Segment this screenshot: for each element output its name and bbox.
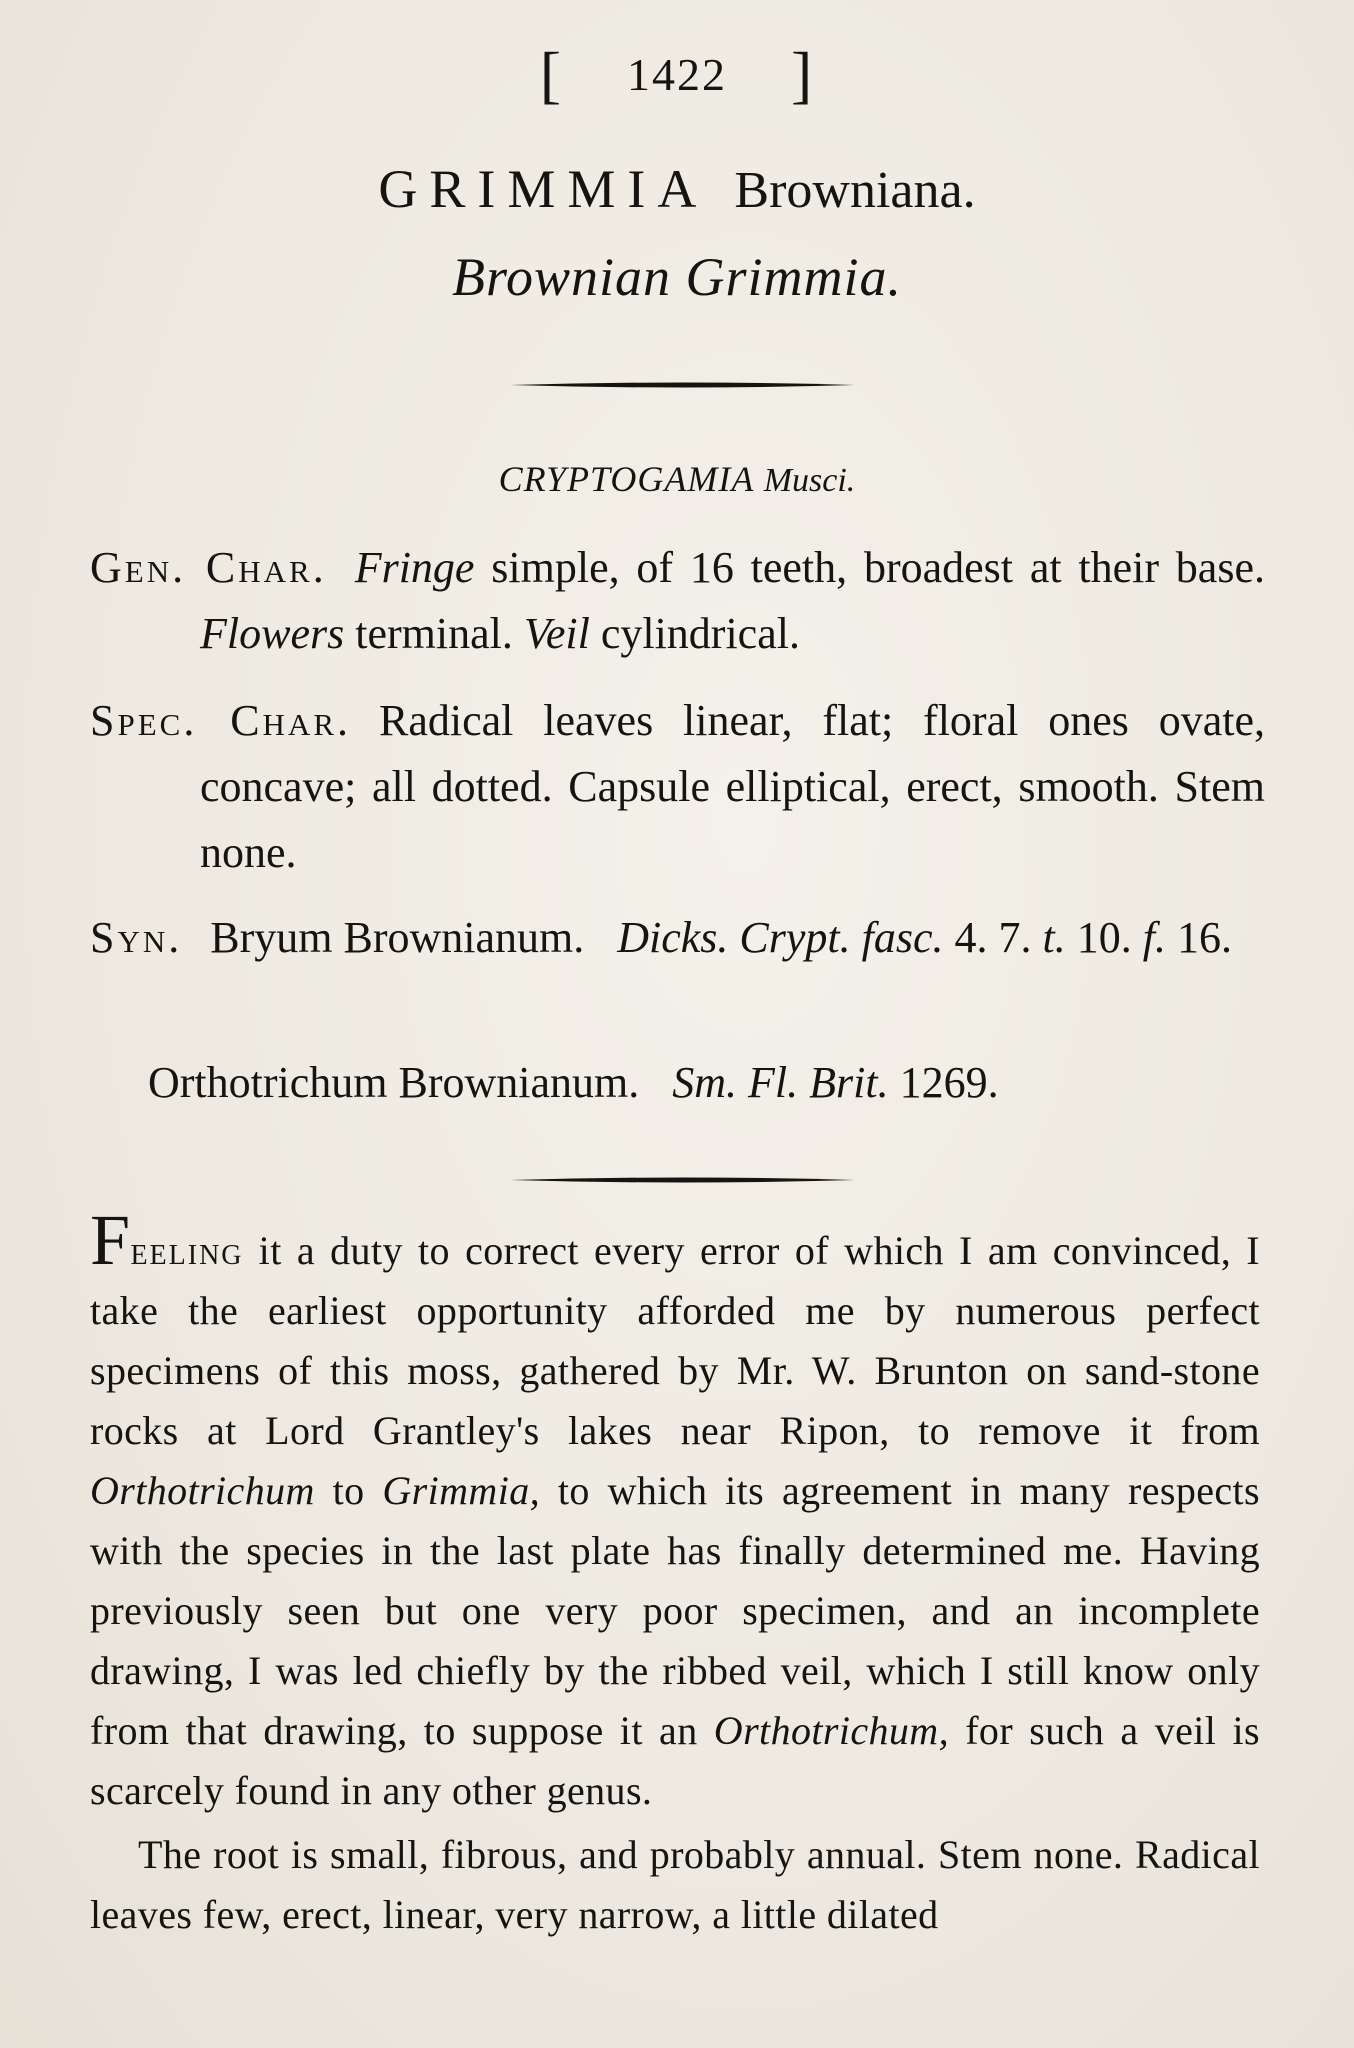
specific-character bbox=[90, 688, 1265, 886]
syn-ref-1: Dicks. Crypt. fasc. bbox=[617, 913, 944, 962]
spec-char-text: Radical leaves linear, flat; floral ones ovate, concave; all dotted. Capsule elliptical, erect, smooth. Stem none. bbox=[200, 696, 1266, 877]
synonyms bbox=[90, 905, 1265, 971]
syn-ref-1-f: f. bbox=[1142, 913, 1166, 962]
species-title bbox=[0, 158, 1354, 220]
syn-ref-1-fnum: 16. bbox=[1166, 913, 1232, 962]
spec-char-label: Spec. Char. bbox=[90, 696, 351, 745]
drop-cap: F bbox=[90, 1200, 131, 1280]
classification bbox=[0, 458, 1354, 500]
lead-word: eeling bbox=[130, 1228, 244, 1273]
bracket-open: [ bbox=[539, 39, 563, 110]
species-name: Browniana. bbox=[734, 162, 976, 219]
genus-name: GRIMMIA bbox=[378, 159, 709, 219]
syn-ref-1-tnum: 10. bbox=[1065, 913, 1143, 962]
bracket-close: ] bbox=[791, 39, 815, 110]
gen-char-term-3: Veil bbox=[523, 609, 590, 658]
paragraph-1-italic-2: Grimmia, bbox=[382, 1468, 541, 1513]
synonym-2 bbox=[148, 1050, 999, 1116]
syn-label: Syn. bbox=[90, 913, 183, 962]
classification-class: CRYPTOGAMIA bbox=[498, 459, 754, 499]
page-number-value: 1422 bbox=[627, 49, 727, 100]
syn-name-2: Orthotrichum Brownianum. bbox=[148, 1058, 640, 1107]
description-text bbox=[90, 1200, 1261, 1945]
gen-char-text-3: cylindrical. bbox=[589, 609, 800, 658]
paragraph-1-text-b: to bbox=[314, 1468, 383, 1513]
syn-ref-2-num: 1269. bbox=[888, 1058, 999, 1107]
gen-char-term-1: Fringe bbox=[354, 543, 475, 592]
gen-char-text-1: simple, of 16 teeth, broadest at their base. bbox=[474, 543, 1265, 592]
paragraph-2: The root is small, fibrous, and probably annual. Stem none. Radical leaves few, erect, linear, very narrow, a little dilated bbox=[90, 1832, 1260, 1937]
syn-ref-2: Sm. Fl. Brit. bbox=[672, 1058, 889, 1107]
ornamental-rule-middle bbox=[510, 1176, 855, 1184]
generic-character bbox=[90, 535, 1265, 667]
ornamental-rule-top bbox=[510, 381, 855, 389]
syn-ref-1-t: t. bbox=[1042, 913, 1066, 962]
syn-ref-1-num: 4. 7. bbox=[943, 913, 1043, 962]
paragraph-1-italic-1: Orthotrichum bbox=[90, 1468, 315, 1513]
paragraph-1-text-c: to which its agreement in many respects with the species in the last plate has finally determined me. Having previously seen but one very poor specimen, and an incomplete drawing, I was led chiefly by the ribbed veil, which I still know only from that drawing, to suppose it an bbox=[90, 1468, 1261, 1753]
page-number bbox=[0, 38, 1354, 112]
paragraph-1-italic-3: Orthotrichum, bbox=[713, 1708, 949, 1753]
paragraph-1-text-d: for such a veil is scarcely found in any other genus. bbox=[90, 1708, 1260, 1813]
gen-char-term-2: Flowers bbox=[200, 609, 345, 658]
gen-char-text-2: terminal. bbox=[344, 609, 524, 658]
syn-name-1: Bryum Brownianum. bbox=[210, 913, 585, 962]
gen-char-label: Gen. Char. bbox=[90, 543, 327, 592]
paragraph-1-text-a: it a duty to correct every error of which I am convinced, I take the earliest opportunity afforded me by numerous perfect specimens of this moss, gathered by Mr. W. Brunton on sand-stone rocks at Lord Grantley's lakes near Ripon, to remove it from bbox=[90, 1228, 1260, 1453]
classification-order: Musci. bbox=[763, 462, 856, 499]
common-name: Brownian Grimmia. bbox=[451, 247, 903, 307]
paragraph-1 bbox=[90, 1200, 1261, 1821]
